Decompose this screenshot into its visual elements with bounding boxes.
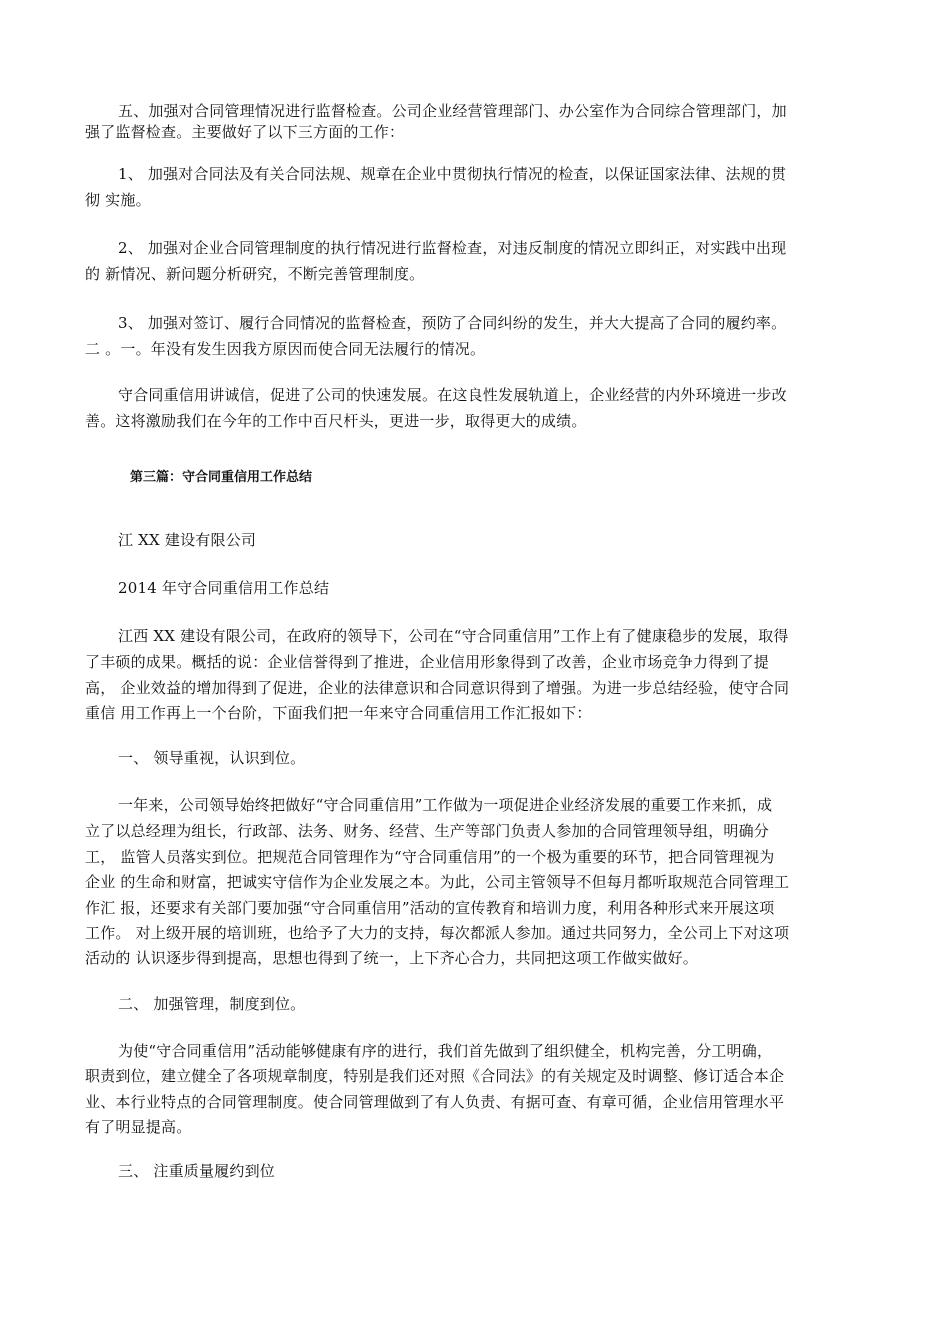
- paragraph-text-line: 为使“守合同重信用”活动能够健康有序的进行，我们首先做到了组织健全，机构完善，分工明确，: [118, 1042, 773, 1060]
- paragraph-text-line: 彻 实施。: [85, 191, 151, 209]
- paragraph-text-line: 二 。一。年没有发生因我方原因而使合同无法履行的情况。: [85, 340, 486, 358]
- paragraph-text-line: 守合同重信用讲诚信，促进了公司的快速发展。在这良性发展轨道上，企业经营的内外环境进一步改: [118, 386, 787, 404]
- paragraph-text-line: 企业 的生命和财富，把诚实守信作为企业发展之本。为此，公司主管领导不但每月都听取规范合同管理工: [85, 873, 790, 891]
- section-title: 第三篇：守合同重信用工作总结: [130, 470, 313, 485]
- paragraph-text-line: 2、 加强对企业合同管理制度的执行情况进行监督检查，对违反制度的情况立即纠正，对实践中出现: [118, 239, 787, 257]
- report-title: 2014 年守合同重信用工作总结: [118, 579, 330, 597]
- paragraph-text-line: 有了明显提高。: [85, 1118, 192, 1136]
- paragraph-text-line: 善。这将激励我们在今年的工作中百尺杆头，更进一步，取得更大的成绩。: [85, 412, 587, 430]
- paragraph-text-line: 3、 加强对签订、履行合同情况的监督检查，预防了合同纠纷的发生，并大大提高了合同的履约率。: [118, 314, 787, 332]
- paragraph-text-line: 的 新情况、新问题分析研究，不断完善管理制度。: [85, 265, 425, 283]
- paragraph-text-line: 工作。 对上级开展的培训班，也给予了大力的支持，每次都派人参加。通过共同努力，全公司上下对这项: [85, 924, 790, 942]
- paragraph-text-line: 江西 XX 建设有限公司，在政府的领导下，公司在“守合同重信用”工作上有了健康稳步的发展，取得: [118, 627, 789, 645]
- paragraph-text-line: 五、加强对合同管理情况进行监督检查。公司企业经营管理部门、办公室作为合同综合管理部门，加: [118, 102, 787, 120]
- paragraph-text-line: 重信 用工作再上一个台阶，下面我们把一年来守合同重信用工作汇报如下：: [85, 704, 592, 722]
- paragraph-text-line: 立了以总经理为组长，行政部、法务、财务、经营、生产等部门负责人参加的合同管理领导组，明确分: [85, 822, 770, 840]
- paragraph-text-line: 活动的 认识逐步得到提高，思想也得到了统一，上下齐心合力，共同把这项工作做实做好。: [85, 949, 698, 967]
- paragraph-text-line: 了丰硕的成果。概括的说：企业信誉得到了推进，企业信用形象得到了改善，企业市场竞争力得到了提: [85, 653, 770, 671]
- paragraph-text-line: 高， 企业效益的增加得到了促进，企业的法律意识和合同意识得到了增强。为进一步总结经验，使守合同: [85, 679, 790, 697]
- subsection-heading: 一、 领导重视，认识到位。: [118, 749, 306, 767]
- paragraph-text-line: 一年来，公司领导始终把做好“守合同重信用”工作做为一项促进企业经济发展的重要工作来抓，成: [118, 796, 773, 814]
- paragraph-text-line: 业、本行业特点的合同管理制度。使合同管理做到了有人负责、有据可查、有章可循，企业信用管理水平: [85, 1093, 785, 1111]
- paragraph-text-line: 作汇 报，还要求有关部门要加强“守合同重信用”活动的宣传教育和培训力度，利用各种形式来开展这项: [85, 899, 775, 917]
- subsection-heading: 三、 注重质量履约到位: [118, 1162, 275, 1180]
- subsection-heading: 二、 加强管理，制度到位。: [118, 995, 306, 1013]
- paragraph-text-line: 强了监督检查。主要做好了以下三方面的工作：: [85, 123, 405, 141]
- paragraph-text-line: 1、 加强对合同法及有关合同法规、规章在企业中贯彻执行情况的检查，以保证国家法律、法规的贯: [118, 165, 787, 183]
- paragraph-text-line: 职责到位，建立健全了各项规章制度，特别是我们还对照《合同法》的有关规定及时调整、修订适合本企: [85, 1067, 785, 1085]
- company-name: 江 XX 建设有限公司: [118, 531, 257, 549]
- paragraph-text-line: 工， 监管人员落实到位。把规范合同管理作为“守合同重信用”的一个极为重要的环节，把合同管理视为: [85, 848, 775, 866]
